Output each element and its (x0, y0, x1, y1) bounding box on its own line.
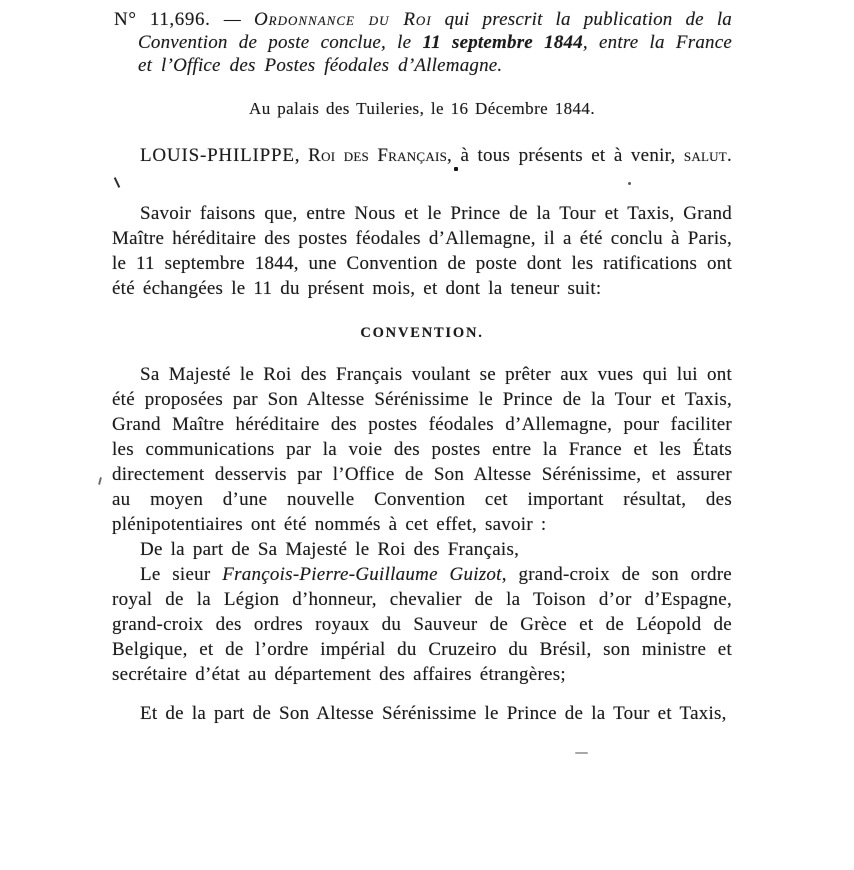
text-block (112, 8, 732, 726)
convention-paragraph-1: Sa Majesté le Roi des Français voulant se prêter aux vues qui lui ont été proposées par Son Altesse Sérénissime le Prince de la Tour et Taxis, Grand Maître héréditaire des postes féodales d’Allemagne, pour faciliter les communications par la voie des postes entre la France et les États directement desservis par l’Office de Son Altesse Sérénissime, et assurer au moyen d’une nouvelle Convention cet important résultat, des plénipotentiaires ont été nommés à cet effet, savoir : (112, 364, 732, 535)
paragraph-3-rest: , grand-croix de son ordre royal de la Légion d’honneur, chevalier de la Toison d’or d’Espagne, grand-croix des ordres royaux du Sauveur de Grèce et de Léopold de Belgique, et de l’ordre impérial du Cruzeiro du Brésil, son ministre et secrétaire d’état au département des affaires étrangères; (112, 564, 732, 685)
convention-paragraph-4: Et de la part de Son Altesse Sérénissime le Prince de la Tour et Taxis, (140, 703, 727, 724)
convention-paragraph-3 (112, 562, 732, 687)
heading-date: 11 septembre 1844 (422, 32, 583, 53)
ordinance-heading (112, 8, 732, 77)
ordinance-title: Ordonnance du Roi (253, 9, 432, 30)
ink-stroke-artifact (114, 177, 120, 188)
paragraph-3-lead: Le sieur (140, 564, 223, 585)
convention-paragraph-2: De la part de Sa Majesté le Roi des Français, (140, 539, 520, 560)
dateline: Au palais des Tuileries, le 16 Décembre 1844. (249, 99, 595, 118)
king-name: LOUIS-PHILIPPE (140, 145, 295, 166)
ink-speck (454, 167, 458, 171)
preamble-sep: , (294, 145, 309, 166)
minister-name: François-Pierre-Guillaume Guizot (222, 564, 502, 585)
preamble-address: , à tous présents et à venir, (447, 145, 684, 166)
king-title: Roi des Français (308, 145, 448, 166)
savoir-paragraph: Savoir faisons que, entre Nous et le Prince de la Tour et Taxis, Grand Maître héréditaire des postes féodales d’Allemagne, il a été conclu à Paris, le 11 septembre 1844, une Convention de poste dont les ratifications ont été échangées le 11 du présent mois, et dont la teneur suit: (112, 203, 732, 299)
heading-text-1: qui prescrit la publication de la Convention de poste conclue, le (138, 9, 732, 53)
heading-dash: — (223, 9, 254, 30)
ink-speck (628, 182, 631, 185)
ordinance-number: N° 11,696. (114, 9, 224, 30)
preamble-paragraph (112, 143, 732, 193)
heading-text-2: , entre la France et l’Office des Postes féodales d’Allemagne. (138, 32, 732, 76)
salut-word: salut. (683, 145, 732, 166)
ink-speck (98, 477, 102, 485)
ink-speck (575, 752, 588, 754)
section-title: CONVENTION. (360, 325, 484, 341)
